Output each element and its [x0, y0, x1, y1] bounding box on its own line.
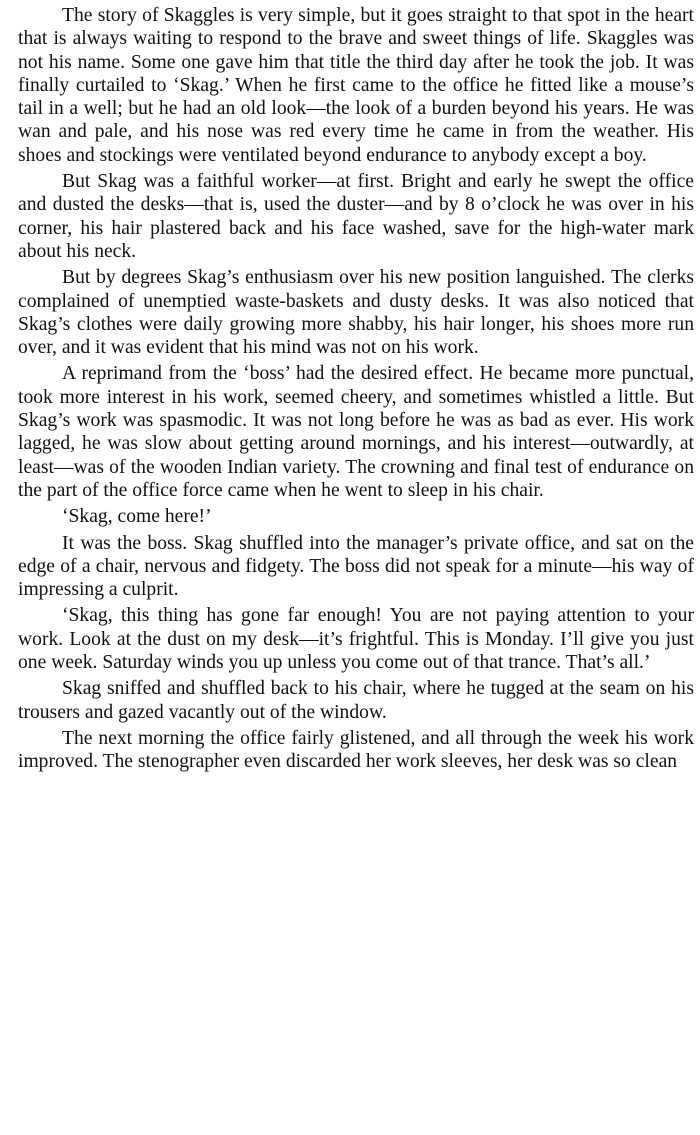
paragraph-9: The next morning the office fairly glistened, and all through the week his work improved. The stenographer even discarded her work sleeves, her desk was so clean	[18, 727, 694, 773]
paragraph-7: ‘Skag, this thing has gone far enough! You are not paying attention to your work. Look at the dust on my desk—it’s frightful. This is Monday. I’ll give you just one week. Saturday winds you up unless you come out of that trance. That’s all.’	[18, 605, 694, 674]
scanned-page	[0, 4, 700, 1135]
paragraph-4: A reprimand from the ‘boss’ had the desired effect. He became more punctual, took more interest in his work, seemed cheery, and sometimes whistled a little. But Skag’s work was spasmodic. It was not long before he was as bad as ever. His work lagged, he was slow about getting around mornings, and his interest—outwardly, at least—was of the wooden Indian variety. The crowning and final test of endurance on the part of the office force came when he went to sleep in his chair.	[18, 363, 694, 501]
paragraph-6: It was the boss. Skag shuffled into the manager’s private office, and sat on the edge of a chair, nervous and fidgety. The boss did not speak for a minute—his way of impressing a culprit.	[18, 532, 694, 601]
paragraph-5: ‘Skag, come here!’	[62, 506, 212, 528]
story-text	[0, 4, 700, 774]
paragraph-3: But by degrees Skag’s enthusiasm over his new position languished. The clerks complained of unemptied waste-baskets and dusty desks. It was also noticed that Skag’s clothes were daily growing more shabby, his hair longer, his shoes more run over, and it was evident that his mind was not on his work.	[18, 267, 694, 359]
paragraph-2: But Skag was a faithful worker—at first. Bright and early he swept the office and dusted the desks—that is, used the duster—and by 8 o’clock he was over in his corner, his hair plastered back and his face washed, save for the high-water mark about his neck.	[18, 171, 694, 262]
paragraph-1: The story of Skaggles is very simple, but it goes straight to that spot in the heart that is always waiting to respond to the brave and sweet things of life. Skaggles was not his name. Some one gave him that title the third day after he took the job. It was finally curtailed to ‘Skag.’ When he first came to the office he fitted like a mouse’s tail in a well; but he had an old look—the look of a burden beyond his years. He was wan and pale, and his nose was red every time he came in from the weather. His shoes and stockings were ventilated beyond endurance to anybody except a boy.	[18, 5, 694, 166]
paragraph-8: Skag sniffed and shuffled back to his chair, where he tugged at the seam on his trousers and gazed vacantly out of the window.	[18, 678, 694, 723]
